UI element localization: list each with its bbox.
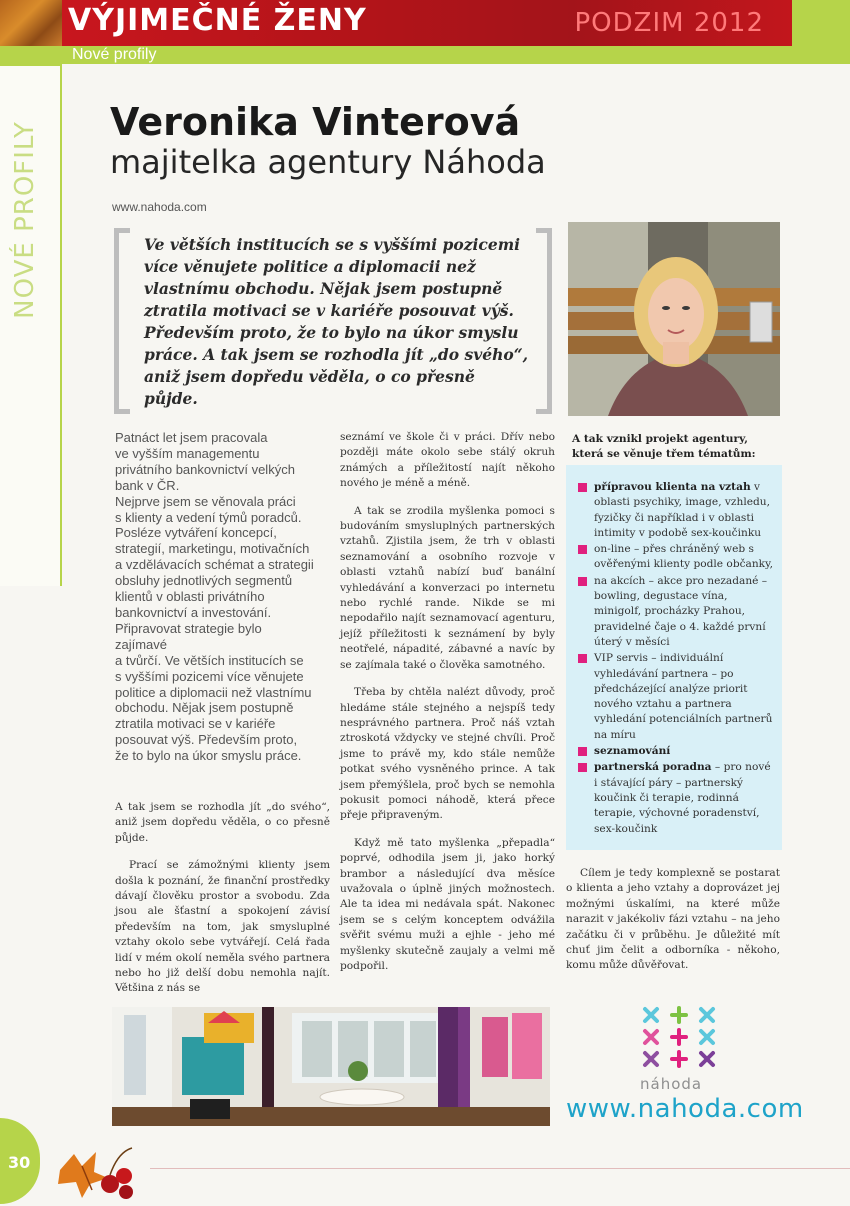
office-interior-photo <box>112 1007 550 1126</box>
body-column-2 <box>340 430 555 986</box>
logo-wordmark: náhoda <box>640 1075 703 1093</box>
header-corner <box>792 0 850 46</box>
section-name: Nové profily <box>72 46 157 63</box>
logo-mark <box>701 1009 713 1021</box>
bullet-square-icon <box>578 763 587 772</box>
list-item: partnerská poradna – pro nové i stávající páry – partnerský koučink či terapie, rodinná terapie, výchovné poradenství, sex-koučink <box>578 760 774 836</box>
box-heading: A tak vznikl projekt agentury, která se věnuje třem tématům: <box>572 433 756 460</box>
logo-mark <box>645 1031 657 1043</box>
pull-quote: Ve větších institucích se s vyššími pozicemi více věnujete politice a diplomacii než vlastnímu obchodu. Nějak jsem postupně ztratila motivaci se v kariéře posouvat výš. Především proto, že to bylo na úkor smyslu práce. A tak jsem se rozhodla jít „do svého“, aniž jsem dopředu věděla, o co přesně půjde. <box>144 235 529 408</box>
bullet-square-icon <box>578 654 587 663</box>
logo-mark <box>701 1031 713 1043</box>
magazine-title: VÝJIMEČNÉ ŽENY <box>68 3 367 38</box>
body-column-1 <box>115 800 330 1009</box>
list-item: na akcích – akce pro nezadané – bowling, degustace vína, minigolf, procházky Prahou, pravidelné čaje o 4. každé první úterý v měsíci <box>578 574 774 650</box>
bullet-square-icon <box>578 483 587 492</box>
autumn-leaves-icon <box>52 1132 147 1202</box>
logo-mark <box>672 1030 686 1044</box>
logo-mark <box>645 1053 657 1065</box>
vertical-section-label: NOVÉ PROFILY <box>10 121 40 319</box>
logo-mark <box>672 1008 686 1022</box>
list-item: přípravou klienta na vztah v oblasti psychiky, image, vzhledu, fyzičky či například i v oblasti intimity v podobě sex-koučinku <box>578 480 774 541</box>
paragraph: A tak jsem se rozhodla jít „do svého“, aniž jsem dopředu věděla, o co přesně půjde. <box>115 801 330 844</box>
logo-mark <box>701 1053 713 1065</box>
paragraph: Cílem je tedy komplexně se postarat o klienta a jeho vztahy a doprovázet jej možnými úskalími, na které může narazit v jakékoliv fázi vztahu – na jeho začátku či v průběhu. Je důležité mít chuť jim čelit a odborníka - někoho, komu může důvěřovat. <box>566 867 780 972</box>
profile-name: Veronika Vinterová <box>110 100 521 144</box>
paragraph: Prací se zámožnými klienty jsem došla k poznání, že finanční prostředky dávají člověku prostor a svobodu. Zda jsou ale šťastní a spokojení závisí především na tom, jak smysluplné vztahy okolo sebe vytvářejí. Celá řada lidí v mém okolí neměla svého partnera nebo ho již delší dobu nemohla najít. Většina z nás se <box>115 859 330 995</box>
bullet-square-icon <box>578 545 587 554</box>
topics-list <box>578 480 774 838</box>
bullet-square-icon <box>578 747 587 756</box>
bullet-square-icon <box>578 577 587 586</box>
paragraph: seznámí ve škole či v práci. Dřív nebo později máte okolo sebe stálý okruh známých a příležitostí najít někoho nového je méně a méně. <box>340 431 555 490</box>
quote-bracket-right <box>536 228 552 414</box>
list-item: seznamování <box>578 744 774 759</box>
issue-season: PODZIM 2012 <box>574 8 764 38</box>
page-number: 30 <box>8 1153 31 1172</box>
footer-divider <box>150 1168 850 1169</box>
list-item: on-line – přes chráněný web s ověřenými klienty podle občanky, <box>578 542 774 573</box>
profile-role: majitelka agentury Náhoda <box>110 143 546 181</box>
profile-website: www.nahoda.com <box>112 200 207 214</box>
closing-text <box>566 866 780 986</box>
paragraph: A tak se zrodila myšlenka pomoci s budováním smysluplných partnerských vztahů. Zjistila jsem, že trh v oblasti seznamování a osobního rozvoje v oblasti vztahů nabízí buď banální vyhledávání a konverzaci po internetu nebo rychlé rande. Nikde se mi nepodařilo najít seznamovací agenturu, jejíž příležitosti k seznámení by byly neotřelé, nápadité, zábavné a navíc by se zajímala také o člověka samotného. <box>340 504 555 671</box>
agency-url: www.nahoda.com <box>566 1094 804 1124</box>
intro-text: Patnáct let jsem pracovala ve vyšším managementu privátního bankovnictví velkých bank v ČR. Nejprve jsem se věnovala práci s klienty a vedení týmů poradců. Posléze vytváření koncepcí, strategií, marketingu, motivačních a vzdělávacích schémat a strategii obsluhy jednotlivých segmentů klientů v oblasti privátního bankovnictví a investování. Připravovat strategie bylo zajímavé a tvůrčí. Ve větších institucích se s vyššími pozicemi více věnujete politice a diplomacii než vlastnímu obchodu. Nějak jsem postupně ztratila motivaci se v kariéře posouvat výš. Především proto, že to bylo na úkor smyslu práce. <box>115 430 314 764</box>
autumn-thumbnail <box>0 0 62 46</box>
portrait-photo <box>568 222 780 416</box>
nahoda-logo-icon <box>636 1003 726 1079</box>
section-bar <box>62 46 850 64</box>
logo-mark <box>645 1009 657 1021</box>
paragraph: Když mě tato myšlenka „přepadla“ poprvé, odhodila jsem ji, jako horký brambor a následující dva měsíce uvažovala o úplně jiných možnostech. Ale ta idea mi nedávala spát. Nakonec jsem se s celým konceptem odvážila svěřit svému muži a ejhle - jeho mé myšlenky skutečně zaujaly a velmi mě podpořil. <box>340 836 555 972</box>
logo-mark <box>672 1052 686 1066</box>
quote-bracket-left <box>114 228 130 414</box>
list-item: VIP servis – individuální vyhledávání partnera – po předcházející analýze priorit nového vztahu a partnera vyhledání potenciálních partnerů na míru <box>578 651 774 743</box>
paragraph: Třeba by chtěla nalézt důvody, proč hledáme stále stejného a nejspíš tedy nesprávného partnera. Proč náš vztah ztroskotá vždycky ve stejné chvíli. Proč jsme to právě my, kdo stále nemůže potkat svého vysněného prince. A tak jsem přemýšlela, proč bych se nemohla pokusit pomoci náhodě, která přece přeje připraveným. <box>340 686 555 822</box>
